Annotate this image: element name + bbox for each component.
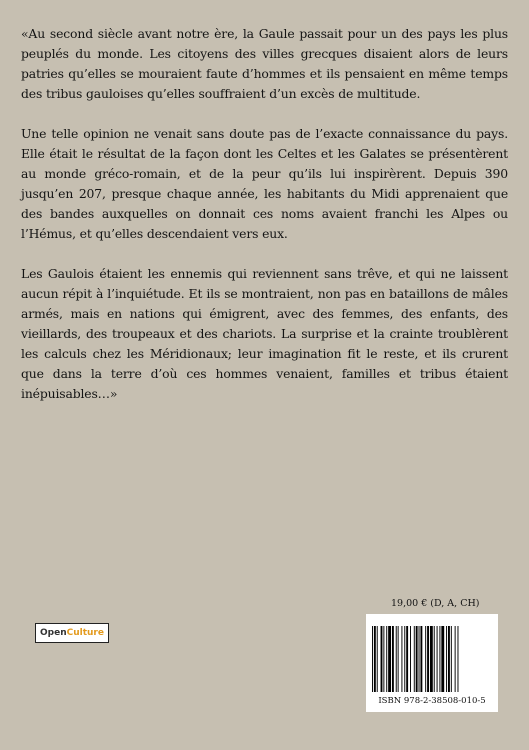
barcode-panel	[366, 614, 498, 712]
barcode-bar	[383, 626, 384, 692]
barcode-bar	[388, 626, 391, 692]
barcode-bar	[439, 626, 440, 692]
barcode-bar	[437, 626, 438, 692]
barcode-bar	[416, 626, 418, 692]
barcode-bar	[392, 626, 394, 692]
barcode-bar	[377, 626, 378, 692]
barcode-bar	[414, 626, 415, 692]
barcode-bar	[401, 626, 402, 692]
barcode-bar	[410, 626, 411, 692]
barcode-bar	[381, 626, 383, 692]
barcode-bar	[372, 626, 373, 692]
price-label: 19,00 € (D, A, CH)	[391, 598, 480, 609]
paragraph-1: «Au second siècle avant notre ère, la Gaule passait pour un des pays les plus peuplés du monde. Les citoyens des villes grecques disaient alors de leurs patries qu’elles se mouraient faute d’hommes et ils pensaient en même temps des tribus gauloises qu’elles souffraient d’un excès de multitude.	[21, 26, 508, 101]
publisher-logo	[35, 623, 109, 643]
barcode-bar	[396, 626, 397, 692]
barcode-bar	[419, 626, 420, 692]
isbn-label: ISBN 978-2-38508-010-5	[378, 696, 486, 706]
barcode-bar	[420, 626, 422, 692]
paragraph-3: Les Gaulois étaient les ennemis qui reviennent sans trêve, et qui ne laissent aucun répit à l’inquiétude. Et ils se montraient, non pas en bataillons de mâles armés, mais en nations qui émigrent, avec des femmes, des enfants, des vieillards, des troupeaux et des chariots. La surprise et la crainte troublèrent les calculs chez les Méridionaux; leur imagination fit le reste, et ils crurent que dans la terre d’où ces hommes venaient, familles et tribus étaient inépuisables…»	[21, 266, 508, 401]
barcode-bar	[404, 626, 405, 692]
barcode-bar	[425, 626, 426, 692]
barcode-bar	[374, 626, 376, 692]
barcode-bar	[446, 626, 447, 692]
paragraph-2: Une telle opinion ne venait sans doute pas de l’exacte connaissance du pays. Elle était le résultat de la façon dont les Celtes et les Galates se présentèrent au monde gréco-romain, et de la peur qu’ils lui inspirèrent. Depuis 390 jusqu’en 207, presque chaque année, les habitants du Midi apprenaient que des bandes auxquelles on donnait ces noms avaient franchi les Alpes ou l’Hémus, et qu’elles descendaient vers eux.	[21, 126, 508, 241]
barcode-bar	[448, 626, 450, 692]
back-cover-text	[21, 24, 508, 424]
barcode-bar	[458, 626, 459, 692]
barcode-icon	[372, 626, 492, 692]
barcode-bar	[386, 626, 387, 692]
barcode-bar	[451, 626, 452, 692]
logo-text-open: Open	[40, 628, 67, 638]
barcode-bar	[434, 626, 435, 692]
barcode-bar	[441, 626, 444, 692]
barcode-bar	[427, 626, 429, 692]
logo-text-culture: Culture	[66, 628, 104, 638]
barcode-bar	[406, 626, 408, 692]
barcode-bar	[455, 626, 456, 692]
barcode-bar	[430, 626, 433, 692]
barcode-bar	[398, 626, 399, 692]
